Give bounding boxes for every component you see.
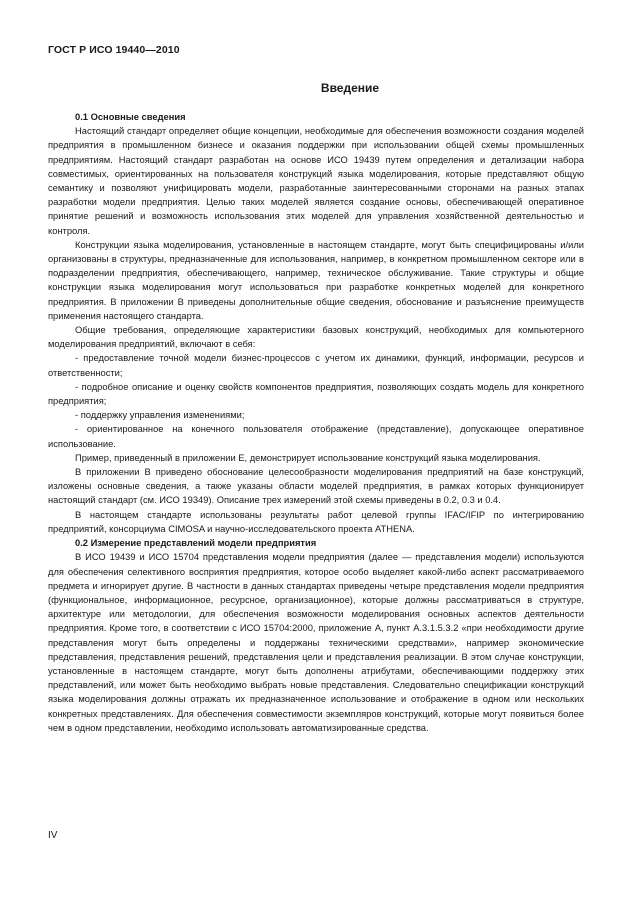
paragraph: В ИСО 19439 и ИСО 15704 представления модели предприятия (далее — представления модели) используются для обеспечения селективного восприятия предприятия, которое особо выделяет какой-либо аспект рассматриваемого предмета и игнорирует другие. В частности в данных стандартах приведены четыре представления модели предприятия (функциональное, информационное, ресурсное, организационное), которые должны рассматриваться в структуре, архитектуре или методологии, для обеспечения возможности моделирования основных аспектов деятельности предприятия. Кроме того, в соответствии с ИСО 15704:2000, приложение А, пункт А.3.1.5.3.2 «при необходимости другие представления могут быть определены и поддержаны техническими средствами», например экономические представления, представления решений, представления цели и представления реализации. В этом случае конструкции, установленные в настоящем стандарте, могут быть дополнены атрибутами, обеспечивающими поддержку этих представлений, или может быть необходимо выбрать новые представления. Следовательно спецификации конструкций языка моделирования должны отражать их предназначенное использование и отображение в одном или нескольких конкретных представлениях. Для обеспечения совместимости экземпляров конструкций, которые могут появиться более чем в одном представлении, необходимо использовать автоматизированные средства. [48, 552, 584, 733]
introduction-title: Введение [320, 81, 380, 95]
paragraph: Конструкции языка моделирования, установленные в настоящем стандарте, могут быть специфицированы и/или организованы в структуры, предназначенные для использования, например, в конкретном промышленном секторе или в подразделении предприятия, обеспечивающего, например, техническое обслуживание. Такие структуры и общие конструкции языка моделирования могут использоваться при разработке конкретных моделей для конкретного предприятия. В приложении В приведены дополнительные общие сведения, обоснование и разъяснение преимуществ применения настоящего стандарта. [48, 239, 584, 321]
section-heading-0-1: 0.1 Основные сведения [75, 112, 186, 122]
list-item: - ориентированное на конечного пользователя отображение (представление), допускающее оперативное использование. [48, 424, 584, 449]
paragraph: Настоящий стандарт определяет общие концепции, необходимые для обеспечения возможности создания моделей предприятия в промышленном бизнесе и оказания поддержки при использовании общей схемы промышленных предприятиям. Настоящий стандарт разработан на основе ИСО 19439 путем определения и детализации набора совместимых, ориентированных на пользователя конструкций языка моделирования, которые представляют общую семантику и позволяют унифицировать модели, разработанные заинтересованными сторонами на разных этапах разработки модели предприятия. Целью таких моделей является создание основы, обеспечивающей оперативное принятие решений и возможность использования этих моделей для управления хозяйственной деятельностью и контроля. [48, 126, 584, 236]
list-item: - предоставление точной модели бизнес-процессов с учетом их динамики, функций, информации, ресурсов и ответственности; [48, 353, 584, 378]
paragraph: Пример, приведенный в приложении Е, демонстрирует использование конструкций языка моделирования. [75, 452, 541, 463]
list-item: - поддержку управления изменениями; [75, 410, 245, 421]
list-item: - подробное описание и оценку свойств компонентов предприятия, позволяющих создать модель для конкретного предприятия; [48, 381, 584, 407]
paragraph: В приложении В приведено обоснование целесообразности моделирования предприятий на базе конструкций, изложены основные сведения, а также указаны области моделей предприятия, в рамках которых функционирует настоящий стандарт (см. ИСО 19349). Описание трех измерений этой схемы приведены в 0.2, 0.3 и 0.4. [48, 467, 584, 506]
paragraph: Общие требования, определяющие характеристики базовых конструкций, необходимых для компьютерного моделирования предприятий, включают в себя: [48, 325, 584, 350]
document-body [48, 110, 584, 735]
page-number: IV [48, 830, 58, 841]
paragraph: В настоящем стандарте использованы результаты работ целевой группы IFAC/IFIP по интегрированию предприятий, консорциума CIMOSA и научно-исследовательского проекта ATHENA. [48, 509, 584, 534]
document-header: ГОСТ Р ИСО 19440—2010 [48, 44, 180, 56]
section-heading-0-2: 0.2 Измерение представлений модели предприятия [75, 538, 317, 549]
